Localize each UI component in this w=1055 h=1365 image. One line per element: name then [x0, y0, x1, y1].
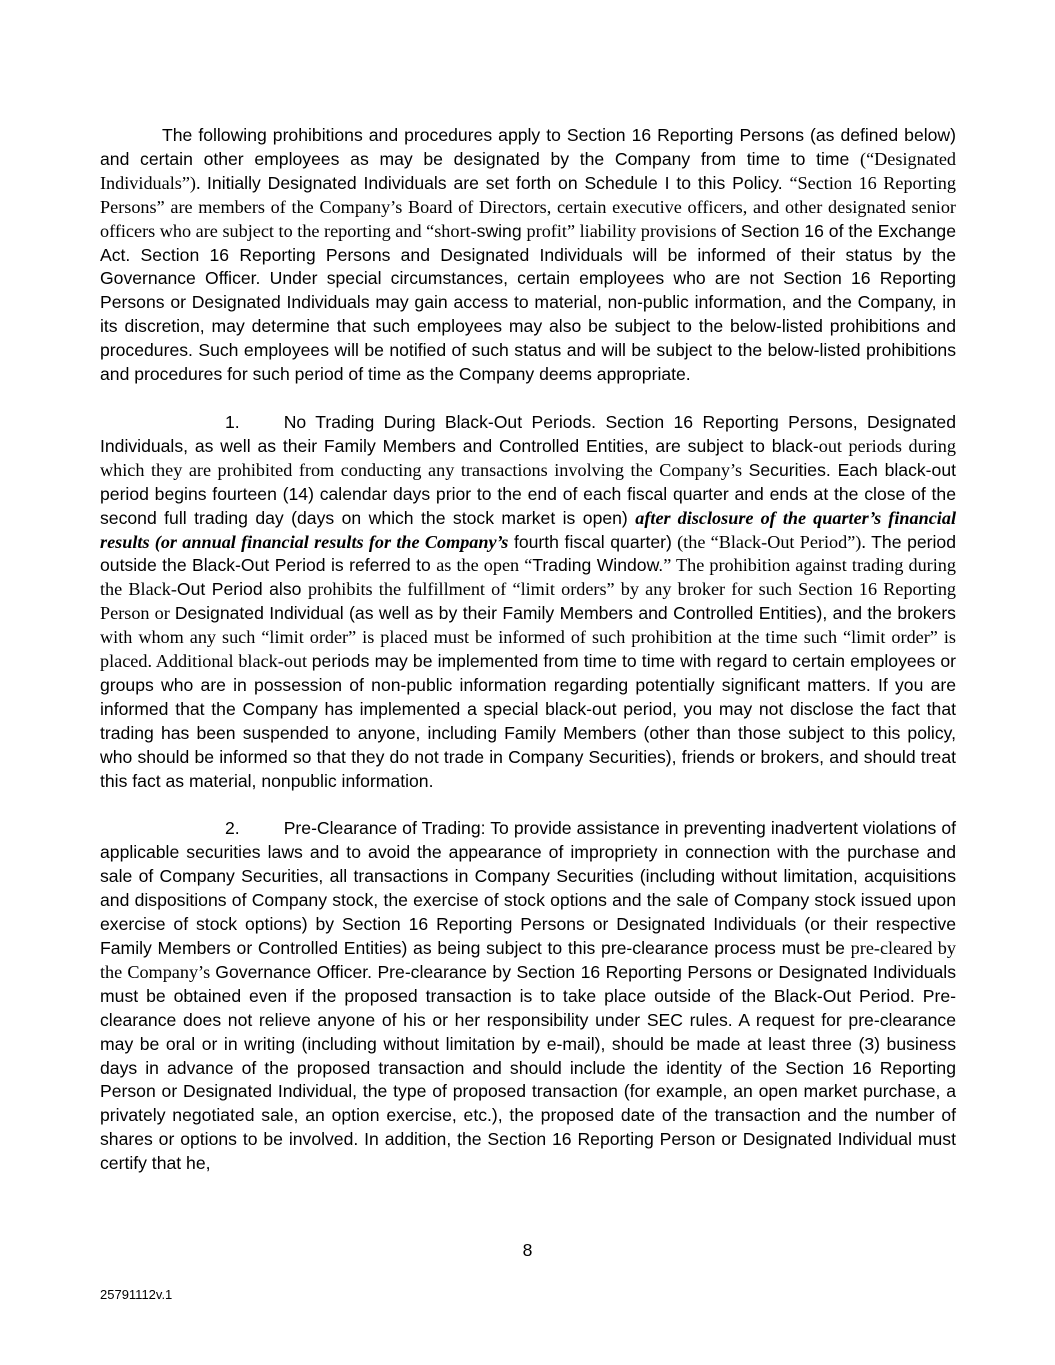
black-out-periods-paragraph: 1. No Trading During Black-Out Periods. Section 16 Reporting Persons, Designated Individuals, as well as their Family Members and Controlled Entities, are subject to black-out periods during which they are prohibited from conducting any transactions involving the Company’s Securities. Each black-out period begins fourteen (14) calendar days prior to the end of each fiscal quarter and ends at the close of the second full trading day (days on which the stock market is open) after disclosure of the quarter’s financial results (or annual financial results for the Company’s fourth fiscal quarter) (the “Black-Out Period”). The period outside the Black-Out Period is referred to as the open “Trading Window.” The prohibition against trading during the Black-Out Period also prohibits the fulfillment of “limit orders” by any broker for such Section 16 Reporting Person or Designated Individual (as well as by their Family Members and Controlled Entities), and the brokers with whom any such “limit order” is placed must be informed of such prohibition at the time such “limit order” is placed. Additional black-out periods may be implemented from time to time with regard to certain employees or groups who are in possession of non-public information regarding potentially significant matters. If you are informed that the Company has implemented a special black-out period, you may not disclose the fact that trading has been suspended to anyone, including Family Members (other than those subject to this policy, who should be informed so that they do not trade in Company Securities), friends or brokers, and should treat this fact as material, nonpublic information. [100, 411, 957, 791]
item-number-2: 2. [225, 818, 240, 839]
document-id: 25791112v.1 [100, 1287, 173, 1302]
pre-clearance-paragraph: 2. Pre-Clearance of Trading: To provide assistance in preventing inadvertent violations of applicable securities laws and to avoid the appearance of impropriety in connection with the purchase and sale of Company Securities, all transactions in Company Securities (including without limitation, acquisitions and dispositions of Company stock, the exercise of stock options and the sale of Company stock issued upon exercise of stock options) by Section 16 Reporting Persons or Designated Individuals (or their respective Family Members or Controlled Entities) as being subject to this pre-clearance process must be pre-cleared by the Company’s Governance Officer. Pre-clearance by Section 16 Reporting Persons or Designated Individuals must be obtained even if the proposed transaction is to take place outside of the Black-Out Period. Pre-clearance does not relieve anyone of his or her responsibility under SEC rules. A request for pre-clearance may be oral or in writing (including without limitation by e-mail), should be made at least three (3) business days in advance of the proposed transaction and should include the identity of the Section 16 Reporting Person or Designated Individual, the type of proposed transaction (for example, an open market purchase, a privately negotiated sale, an option exercise, etc.), the proposed date of the transaction and the number of shares or options to be involved. In addition, the Section 16 Reporting Person or Designated Individual must certify that he, [100, 818, 957, 1174]
intro-paragraph: The following prohibitions and procedures apply to Section 16 Reporting Persons (as defined below) and certain other employees as may be designated by the Company from time to time (“Designated Individuals”). Initially Designated Individuals are set forth on Schedule I to this Policy. “Section 16 Reporting Persons” are members of the Company’s Board of Directors, certain executive officers, and other designated senior officers who are subject to the reporting and “short-swing profit” liability provisions of Section 16 of the Exchange Act. Section 16 Reporting Persons and Designated Individuals will be informed of their status by the Governance Officer. Under special circumstances, certain employees who are not Section 16 Reporting Persons or Designated Individuals may gain access to material, non-public information, and the Company, in its discretion, may determine that such employees may also be subject to the below-listed prohibitions and procedures. Such employees will be notified of such status and will be subject to the below-listed prohibitions and procedures for such period of time as the Company deems appropriate. [100, 125, 957, 385]
document-body [100, 124, 956, 1176]
black-out-heading: No Trading During Black-Out Periods. [283, 411, 597, 432]
item-number-1: 1. [225, 411, 240, 432]
pre-clearance-heading: Pre-Clearance of Trading: [283, 818, 486, 839]
page-number: 8 [522, 1240, 533, 1260]
